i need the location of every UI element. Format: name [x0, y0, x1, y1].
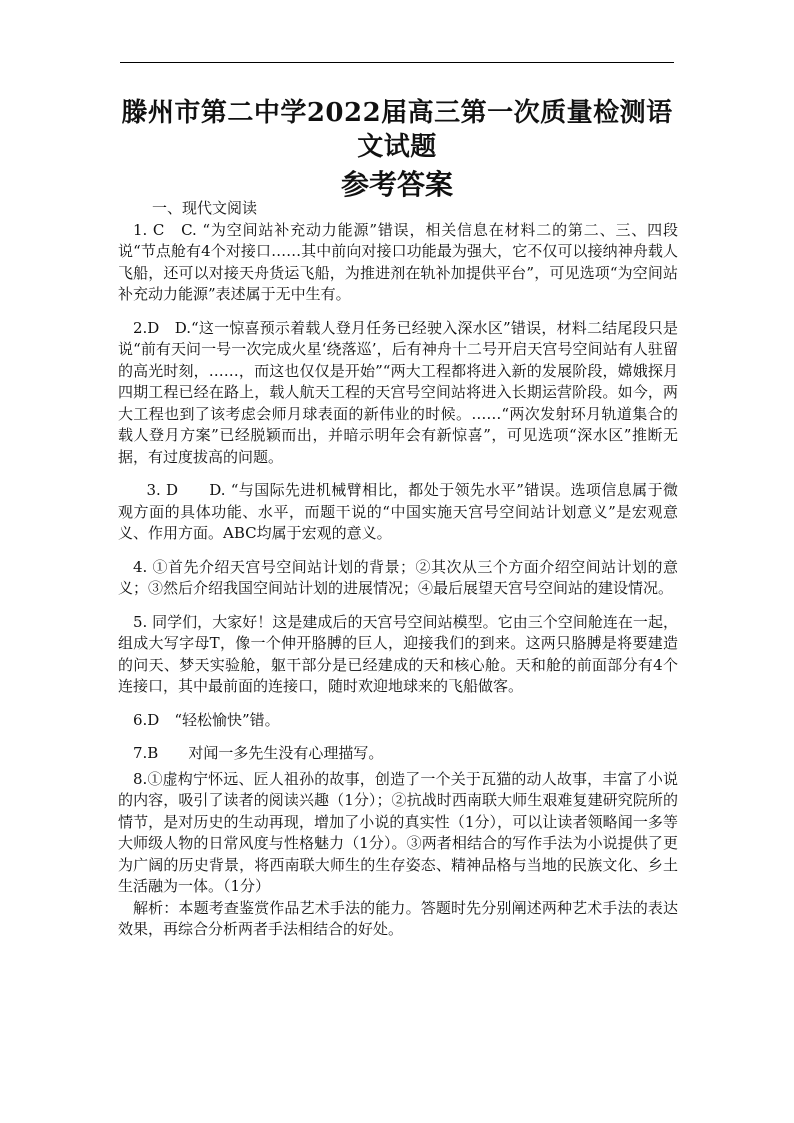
page-title-continuation: 文试题	[357, 132, 437, 162]
answer-8-analysis: 解析：本题考查鉴赏作品艺术手法的能力。答题时先分别阐述两种艺术手法的表达效果，再综合分析两者手法相结合的好处。	[118, 898, 678, 938]
header-rule	[120, 62, 674, 63]
page-subtitle: 参考答案	[340, 168, 453, 201]
section-heading: 一、现代文阅读	[152, 199, 258, 217]
answer-5: 5. 同学们，大家好！这是建成后的天宫号空间站模型。它由三个空间舱连在一起，组成大写字母T，像一个伸开胳膊的巨人，迎接我们的到来。这两只胳膊是将要建造的问天、梦天实验舱，躯干部分是已经建成的天和核心舱。天和舱的前面部分有4个连接口，其中最前面的连接口，随时欢迎地球来的飞船做客。	[118, 612, 678, 695]
answer-2: 2.D D.“这一惊喜预示着载人登月任务已经驶入深水区”错误，材料二结尾段只是说“前有天问一号一次完成火星‘绕落巡’，后有神舟十二号开启天宫号空间站有人驻留的高光时刻，……，而这也仅仅是开始”“两大工程都将进入新的发展阶段，嫦娥探月四期工程已经在路上，载人航天工程的天宫号空间站将进入长期运营阶段。如今，两大工程也到了该考虑会师月球表面的新伟业的时候。……“两次发射环月轨道集合的载人登月方案”已经脱颖而出，并暗示明年会有新惊喜”，可见选项“深水区”推断无据，有过度拔高的问题。	[118, 318, 678, 466]
answer-6: 6.D “轻松愉快”错。	[133, 710, 280, 729]
page-title: 滕州市第二中学2022届高三第一次质量检测语	[121, 98, 673, 128]
answer-8: 8.①虚构宁怀远、匠人祖孙的故事，创造了一个关于瓦猫的动人故事，丰富了小说的内容，吸引了读者的阅读兴趣（1分）；②抗战时西南联大师生艰难复建研究院所的情节，是对历史的生动再现，增加了小说的真实性（1分），可以让读者领略闻一多等大师级人物的日常风度与性格魅力（1分）。③两者相结合的写作手法为小说提供了更为广阔的历史背景，将西南联大师生的生存姿态、精神品格与当地的民族文化、乡土生活融为一体。（1分）	[118, 769, 678, 895]
answer-3: 3. D D. “与国际先进机械臂相比，都处于领先水平”错误。选项信息属于微观方面的具体功能、水平，而题干说的“中国实施天宫号空间站计划意义”是宏观意义、作用方面。ABC均属于宏观的意义。	[118, 481, 678, 542]
answer-1: 1. C C. “为空间站补充动力能源”错误，相关信息在材料二的第二、三、四段说“节点舱有4个对接口……其中前向对接口功能最为强大，它不仅可以接纳神舟载人飞船，还可以对接天舟货运飞船，为推进剂在轨补加提供平台”，可见选项“为空间站补充动力能源”表述属于无中生有。	[118, 220, 678, 303]
answer-content	[118, 198, 678, 941]
answer-4: 4. ①首先介绍天宫号空间站计划的背景；②其次从三个方面介绍空间站计划的意义；③然后介绍我国空间站计划的进展情况；④最后展望天宫号空间站的建设情况。	[118, 557, 678, 597]
title-block	[120, 96, 674, 204]
answer-7: 7.B 对闻一多先生没有心理描写。	[133, 744, 384, 762]
